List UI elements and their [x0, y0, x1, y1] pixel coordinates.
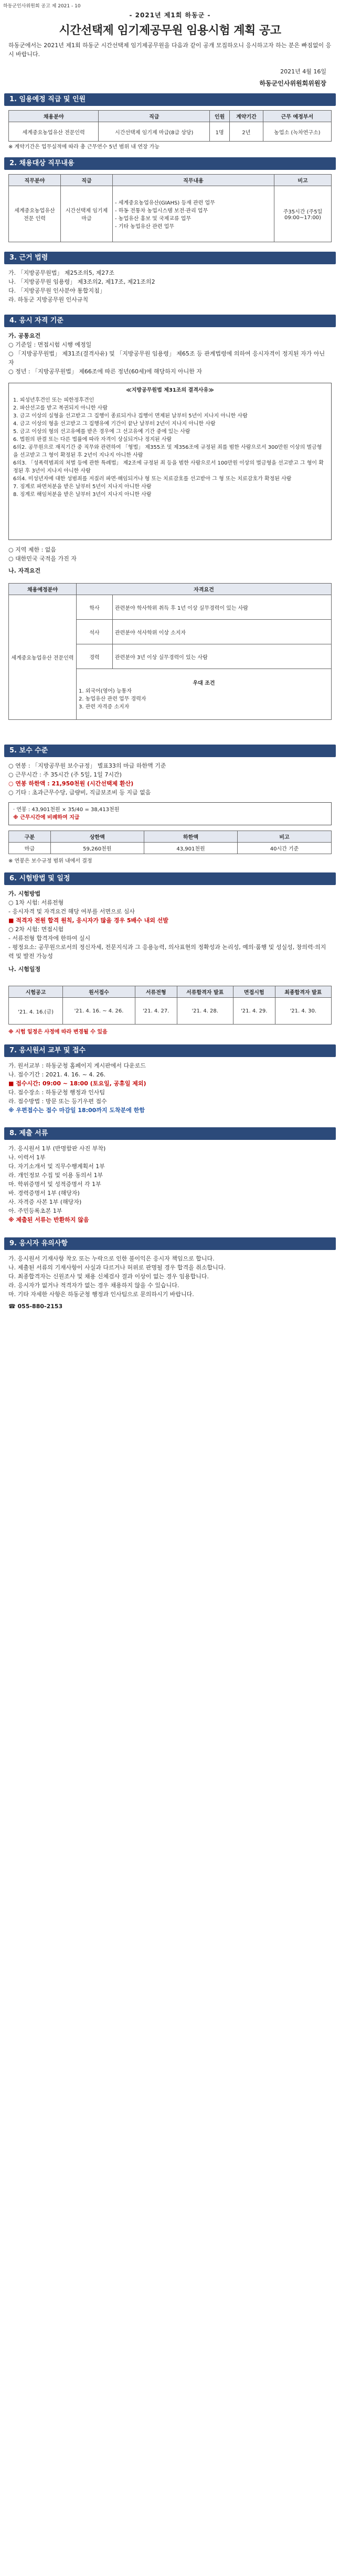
- table-cell: 시간선택제 임기제 마급(8급 상당): [99, 122, 210, 142]
- table-cell: 관련분야 3년 이상 실무경력이 있는 사람: [113, 644, 332, 669]
- list-item: ○ 「지방공무원법」 제31조(결격사유) 및 「지방공무원 임용령」 제65조 등 관계법령에 의하여 응시자격이 정지된 자가 아닌 자: [8, 350, 325, 366]
- list-item: 3. 관련 자격증 소지자: [79, 704, 130, 710]
- table-cell: 학사: [77, 595, 113, 620]
- list-item: ■ 접수시간: 09:00 ~ 18:00 (토요일, 공휴일 제외): [8, 1080, 146, 1087]
- list-item: 다. 자기소개서 및 직무수행계획서 1부: [8, 1163, 105, 1170]
- subsection-title: 가. 공통요건: [8, 332, 41, 339]
- duties-cell: [113, 186, 274, 242]
- table-header-cell: 시험공고: [9, 986, 63, 998]
- notices-list: [8, 1254, 332, 1311]
- table-cell: 2년: [230, 122, 263, 142]
- doc-ref: 하동군인사위원회 공고 제 2021 - 10: [3, 4, 81, 9]
- subsection-title: 나. 자격요건: [8, 567, 41, 574]
- section-header-6: 6. 시험방법 및 일정: [4, 872, 336, 885]
- table-header-cell: 구분: [9, 831, 51, 843]
- list-item: - 응시자격 및 자격요건 해당 여부를 서면으로 심사: [8, 908, 135, 915]
- list-item: 6의4. 미성년자에 대한 성범죄를 저질러 파면·해임되거나 형 또는 치료감호를 선고받아 그 형 또는 치료감호가 확정된 사람: [13, 476, 292, 482]
- table-header-cell: 직급: [99, 111, 210, 122]
- table-cell: 43,901천원: [144, 843, 237, 854]
- table-cell: 주35시간 (주5일 09:00~17:00): [274, 186, 332, 242]
- list-item: ※ 우편접수는 접수 마감일 18:00까지 도착분에 한함: [8, 1107, 145, 1114]
- salary-box: [8, 802, 332, 825]
- list-item: ○ 기준일 : 면접시험 시행 예정일: [8, 341, 92, 348]
- table-cell: 1명: [210, 122, 230, 142]
- duty-item: - 기타 농업유산 관련 업무: [115, 224, 174, 230]
- section-header-9: 9. 응시자 유의사항: [4, 1237, 336, 1250]
- duty-item: - 세계중요농업유산(GIAHS) 등재 관련 업무: [115, 200, 215, 206]
- list-item: 바. 경력증명서 1부 (해당자): [8, 1190, 80, 1197]
- table-cell: '21. 4. 29.: [233, 998, 275, 1025]
- list-item: 나. 이력서 1부: [8, 1154, 46, 1161]
- table-header-cell: 하한액: [144, 831, 237, 843]
- box-line: · 연봉 : 43,901천원 × 35/40 = 38,413천원: [13, 807, 120, 813]
- list-item: 5. 금고 이상의 형의 선고유예를 받은 경우에 그 선고유예 기간 중에 있는 사람: [13, 429, 190, 435]
- table-header-cell: 최종합격자 발표: [275, 986, 331, 998]
- table-header-cell: 비고: [238, 831, 332, 843]
- table-header-cell: 직급: [61, 175, 113, 186]
- table-header-cell: 근무 예정부서: [263, 111, 331, 122]
- salary-list: [8, 761, 332, 797]
- qualification-table: [8, 583, 332, 720]
- table-header-cell: 채용분야: [9, 111, 99, 122]
- law-list: [8, 268, 332, 304]
- table-header-cell: 직무내용: [113, 175, 274, 186]
- preference-cell: [77, 669, 332, 720]
- table-cell: 마급: [9, 843, 51, 854]
- list-item: 가. 「지방공무원법」 제25조의5, 제27조: [8, 270, 114, 276]
- list-item: 1. 외국어(영어) 능통자: [79, 688, 132, 694]
- table-header-row: [9, 584, 332, 595]
- section-header-5: 5. 보수 수준: [4, 745, 336, 757]
- list-item: 라. 하동군 지방공무원 인사규칙: [8, 296, 89, 303]
- table-cell: 관련분야 학사학위 취득 후 1년 이상 실무경력이 있는 사람: [113, 595, 332, 620]
- table-header-cell: 계약기간: [230, 111, 263, 122]
- table-cell: 농업소 (녹차연구소): [263, 122, 331, 142]
- section-header-4: 4. 응시 자격 기준: [4, 315, 336, 327]
- list-item: 라. 접수방법 : 방문 또는 등기우편 접수: [8, 1098, 107, 1105]
- list-item: 라. 개인정보 수집 및 이용 동의서 1부: [8, 1172, 103, 1179]
- table-header-cell: 자격요건: [77, 584, 332, 595]
- list-item: - 서류전형 합격자에 한하여 실시: [8, 935, 91, 942]
- table-row: [9, 843, 332, 854]
- list-item: ○ 기타 : 초과근무수당, 급량비, 직급보조비 등 지급 없음: [8, 789, 151, 796]
- schedule-note: ※ 시험 일정은 사정에 따라 변경될 수 있음: [8, 1029, 108, 1035]
- list-item: 나. 제출된 서류의 기재사항이 사실과 다르거나 허위로 판명될 경우 합격을 취소합니다.: [8, 1264, 226, 1271]
- list-item: 4. 금고 이상의 형을 선고받고 그 집행유예 기간이 끝난 날부터 2년이 지나지 아니한 사람: [13, 421, 216, 427]
- salary-table: [8, 831, 332, 854]
- common-requirements: [8, 331, 332, 376]
- disqualification-box: [8, 383, 332, 540]
- list-item: 나. 「지방공무원 임용령」 제3조의2, 제17조, 제21조의2: [8, 278, 155, 285]
- list-item: ○ 정년 : 「지방공무원법」 제66조에 따른 정년(60세)에 해당하지 아니한 자: [8, 368, 202, 375]
- list-item: 2. 파산선고를 받고 복권되지 아니한 사람: [13, 405, 108, 411]
- list-item: ○ 1차 시험: 서류전형: [8, 899, 64, 906]
- section-header-2: 2. 채용대상 직무내용: [4, 157, 336, 170]
- table-header-cell: 원서접수: [63, 986, 135, 998]
- table-cell: 세계중요농업유산 전문 인력: [9, 186, 61, 242]
- list-item: 마. 학위증명서 및 성적증명서 각 1부: [8, 1181, 101, 1188]
- list-item: ○ 근무시간 : 주 35시간 (주 5일, 1일 7시간): [8, 771, 122, 778]
- list-item: 2. 농업유산 관련 업무 경력자: [79, 696, 146, 702]
- table-header-cell: 상한액: [50, 831, 144, 843]
- list-item: 7. 징계로 파면처분을 받은 날부터 5년이 지나지 아니한 사람: [13, 484, 152, 490]
- list-item: 가. 응시원서 기재사항 착오 또는 누락으로 인한 불이익은 응시자 책임으로 합니다.: [8, 1255, 215, 1262]
- list-item: 3. 금고 이상의 실형을 선고받고 그 집행이 종료되거나 집행이 면제된 날부터 5년이 지나지 아니한 사람: [13, 413, 248, 419]
- subtitle: - 2021년 제1회 하동군 -: [129, 12, 211, 19]
- exam-method: [8, 889, 332, 974]
- positions-note: ※ 계약기간은 업무실적에 따라 총 근무연수 5년 범위 내 연장 가능: [8, 144, 160, 150]
- subsection-title: 가. 시험방법: [8, 890, 41, 897]
- list-item: 6. 법원의 판결 또는 다른 법률에 따라 자격이 상실되거나 정지된 사람: [13, 437, 172, 443]
- salary-note: ※ 연봉은 보수규정 범위 내에서 결정: [8, 858, 92, 864]
- table-cell: 관련분야 석사학위 이상 소지자: [113, 620, 332, 644]
- table-row: [9, 998, 332, 1025]
- box-title: ≪지방공무원법 제31조의 결격사유≫: [126, 387, 214, 393]
- list-item: ○ 대한민국 국적을 가진 자: [8, 555, 77, 562]
- application-info: [8, 1061, 332, 1115]
- table-cell: 40시간 기준: [238, 843, 332, 854]
- table-header-cell: 서류전형: [135, 986, 177, 998]
- title-block: [0, 10, 340, 38]
- list-item: 가. 원서교부 : 하동군청 홈페이지 게시판에서 다운로드: [8, 1062, 146, 1069]
- table-cell: '21. 4. 30.: [275, 998, 331, 1025]
- list-item: 마. 기타 자세한 사항은 하동군청 행정과 인사팀으로 문의하시기 바랍니다.: [8, 1291, 194, 1298]
- notice-date: 2021년 4월 16일: [280, 68, 326, 75]
- table-cell: 석사: [77, 620, 113, 644]
- duty-item: - 하동 전통차 농업시스템 보전·관리 업무: [115, 208, 208, 214]
- list-item: ○ 지역 제한 : 없음: [8, 546, 57, 553]
- list-item: 8. 징계로 해임처분을 받은 날부터 3년이 지나지 아니한 사람: [13, 492, 152, 498]
- preference-title: 우대 조건: [193, 681, 215, 686]
- contact-phone: ☎ 055-880-2153: [8, 1303, 63, 1310]
- table-cell: '21. 4. 28.: [177, 998, 233, 1025]
- table-row: [9, 186, 332, 242]
- list-item: ○ 2차 시험: 면접시험: [8, 926, 64, 933]
- table-cell: '21. 4. 16.(금): [9, 998, 63, 1025]
- table-cell: '21. 4. 27.: [135, 998, 177, 1025]
- table-header-cell: 비고: [274, 175, 332, 186]
- list-item: ○ 연봉 : 「지방공무원 보수규정」 별표33의 마급 하한액 기준: [8, 762, 166, 769]
- table-header-cell: 채용예정분야: [9, 584, 77, 595]
- subsection-title: 나. 시험일정: [8, 966, 41, 973]
- list-item: 1. 피성년후견인 또는 피한정후견인: [13, 397, 94, 403]
- positions-table: [8, 110, 332, 142]
- table-row: [9, 122, 332, 142]
- section-header-3: 3. 근거 법령: [4, 252, 336, 264]
- organization: 하동군인사위원회위원장: [259, 80, 326, 87]
- list-item: 아. 주민등록초본 1부: [8, 1208, 62, 1214]
- table-header-row: [9, 111, 332, 122]
- list-item: 라. 응시자가 없거나 적격자가 없는 경우 채용하지 않을 수 있습니다.: [8, 1282, 179, 1289]
- section-header-1: 1. 임용예정 직급 및 인원: [4, 93, 336, 106]
- additional-requirements: [8, 545, 332, 575]
- table-row: [9, 595, 332, 620]
- list-item: 6의3. 「성폭력범죄의 처벌 등에 관한 특례법」 제2조에 규정된 죄 등을 범한 사람으로서 100만원 이상의 벌금형을 선고받고 그 형이 확정된 후 3년이 지나지 아니한 사람: [13, 460, 324, 474]
- table-cell: 경력: [77, 644, 113, 669]
- list-item: 다. 최종합격자는 신원조사 및 채용 신체검사 결과 이상이 없는 경우 임용합니다.: [8, 1273, 209, 1280]
- section-header-7: 7. 응시원서 교부 및 접수: [4, 1044, 336, 1057]
- table-header-row: [9, 986, 332, 998]
- page-title: 시간선택제 임기제공무원 임용시험 계획 공고: [59, 24, 281, 37]
- table-header-cell: 면접시험: [233, 986, 275, 998]
- table-cell: 59,260천원: [50, 843, 144, 854]
- list-item: 나. 접수기간 : 2021. 4. 16. ~ 4. 26.: [8, 1071, 105, 1078]
- table-cell: 세계중요농업유산 전문인력: [9, 595, 77, 720]
- list-item: 가. 응시원서 1부 (반명함판 사진 부착): [8, 1145, 106, 1152]
- table-header-cell: 직무분야: [9, 175, 61, 186]
- table-header-row: [9, 175, 332, 186]
- table-header-row: [9, 831, 332, 843]
- list-item: ○ 연봉 하한액 : 21,950천원 (시간선택제 환산): [8, 780, 134, 787]
- list-item: 사. 자격증 사본 1부 (해당자): [8, 1199, 82, 1205]
- intro-text: 하동군에서는 2021년 제1회 하동군 시간선택제 임기제공무원을 다음과 같이 공개 모집하오니 응시하고자 하는 분은 빠짐없이 응시 바랍니다.: [8, 42, 332, 58]
- list-item: - 평정요소: 공무원으로서의 정신자세, 전문지식과 그 응용능력, 의사표현의 정확성과 논리성, 예의·품행 및 성실성, 창의력·의지력 및 발전 가능성: [8, 944, 326, 960]
- list-item: ■ 적격자 전원 합격 원칙, 응시자가 많을 경우 5배수 내외 선발: [8, 917, 168, 924]
- list-item: 다. 접수장소 : 하동군청 행정과 인사팀: [8, 1089, 105, 1096]
- list-item: 다. 「지방공무원 인사분야 통합지침」: [8, 287, 105, 294]
- table-header-cell: 서류합격자 발표: [177, 986, 233, 998]
- section-header-8: 8. 제출 서류: [4, 1127, 336, 1140]
- list-item: 6의2. 공무원으로 재직기간 중 직무와 관련하여 「형법」 제355조 및 제356조에 규정된 죄를 범한 사람으로서 300만원 이상의 벌금형을 선고받고 그 형이 확정된 후 2년이 지나지 아니한 사람: [13, 445, 322, 458]
- documents-list: [8, 1144, 332, 1224]
- table-header-cell: 인원: [210, 111, 230, 122]
- box-line: ※ 근무시간에 비례하여 지급: [13, 815, 80, 821]
- schedule-table: [8, 986, 332, 1025]
- list-item: ※ 제출된 서류는 반환하지 않음: [8, 1216, 89, 1223]
- duties-table: [8, 174, 332, 242]
- table-cell: '21. 4. 16. ~ 4. 26.: [63, 998, 135, 1025]
- table-cell: 세계중요농업유산 전문인력: [9, 122, 99, 142]
- duty-item: - 농업유산 홍보 및 국제교류 업무: [115, 216, 192, 222]
- table-cell: 시간선택제 임기제 마급: [61, 186, 113, 242]
